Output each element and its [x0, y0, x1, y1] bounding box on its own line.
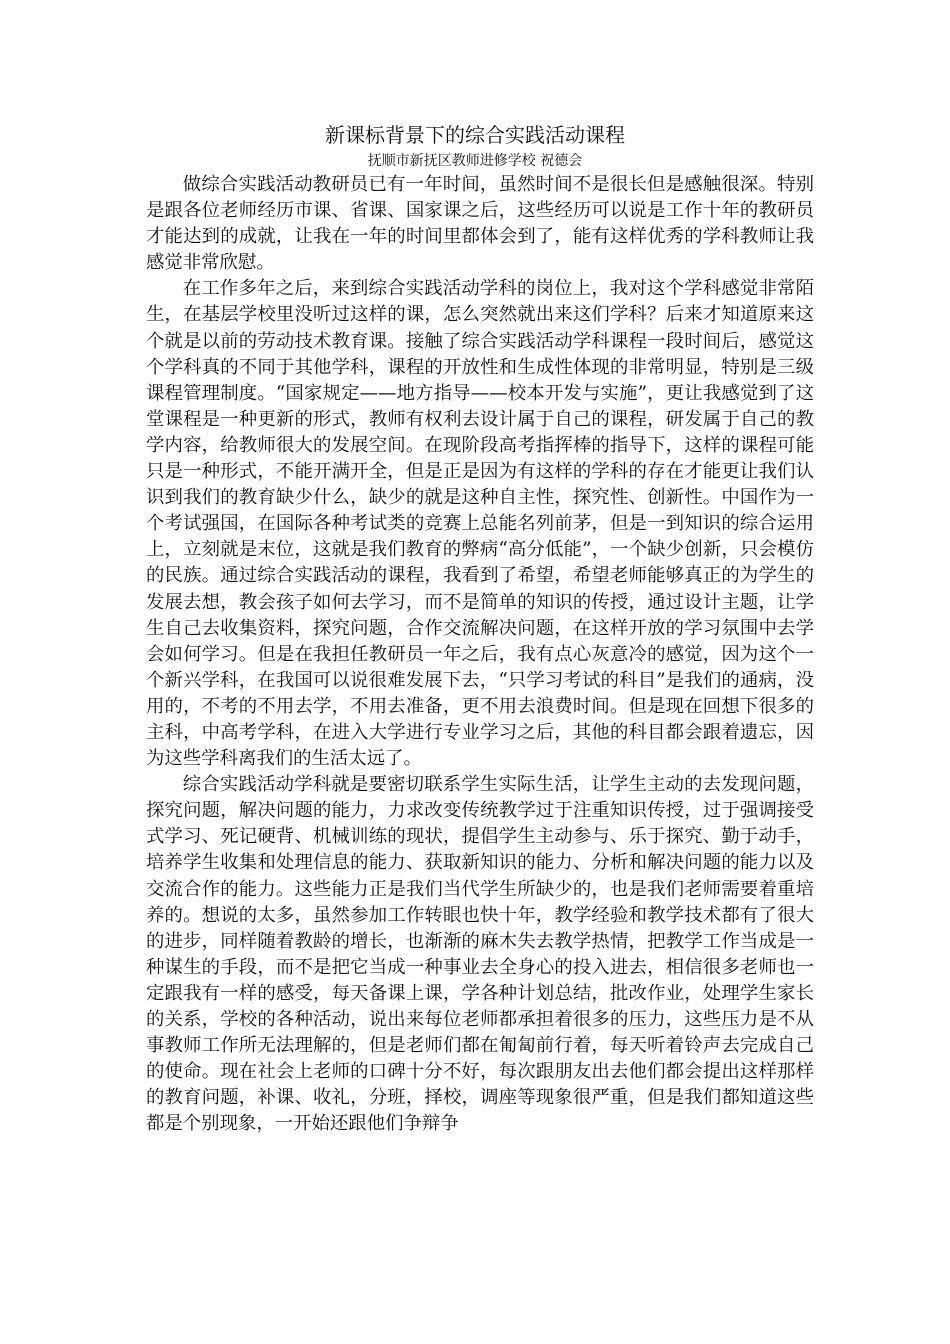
document-title: 新课标背景下的综合实践活动课程 — [325, 123, 625, 147]
body-paragraph: 综合实践活动学科就是要密切联系学生实际生活，让学生主动的去发现问题，探究问题，解决问题的能力，力求改变传统教学过于注重知识传授，过于强调接受式学习、死记硬背、机械训练的现状，提倡学生主动参与、乐于探究、勤于动手，培养学生收集和处理信息的能力、获取新知识的能力、分析和解决问题的能力以及交流合作的能力。这些能力正是我们当代学生所缺少的，也是我们老师需要着重培养的。想说的太多，虽然参加工作转眼也快十年，教学经验和教学技术都有了很大的进步，同样随着教龄的增长，也渐渐的麻木失去教学热情，把教学工作当成是一种谋生的手段，而不是把它当成一种事业去全身心的投入进去，相信很多老师也一定跟我有一样的感受，每天备课上课，学各种计划总结，批改作业，处理学生家长的关系，学校的各种活动，说出来每位老师都承担着很多的压力，这些压力是不从事教师工作所无法理解的，但是老师们都在匍匐前行着，每天听着铃声去完成自己的使命。现在社会上老师的口碑十分不好，每次跟朋友出去他们都会提出这样那样的教育问题，补课、收礼，分班，择校，调座等现象很严重，但是我们都知道这些都是个别现象，一开始还跟他们争辩争 — [146, 774, 814, 1135]
body-paragraph: 做综合实践活动教研员已有一年时间，虽然时间不是很长但是感触很深。特别是跟各位老师经历市课、省课、国家课之后，这些经历可以说是工作十年的教研员才能达到的成就，让我在一年的时间里都体会到了，能有这样优秀的学科教师让我感觉非常欣慰。 — [146, 174, 814, 274]
document-body — [146, 172, 814, 1137]
body-paragraph: 在工作多年之后，来到综合实践活动学科的岗位上，我对这个学科感觉非常陌生，在基层学校里没听过这样的课，怎么突然就出来这们学科？后来才知道原来这个就是以前的劳动技术教育课。接触了综合实践活动学科课程一段时间后，感觉这个学科真的不同于其他学科，课程的开放性和生成性体现的非常明显，特别是三级课程管理制度。“国家规定——地方指导——校本开发与实施”，更让我感觉到了这堂课程是一种更新的形式，教师有权利去设计属于自己的课程，研发属于自己的教学内容，给教师很大的发展空间。在现阶段高考指挥棒的指导下，这样的课程可能只是一种形式，不能开满开全，但是正是因为有这样的学科的存在才能更让我们认识到我们的教育缺少什么，缺少的就是这种自主性，探究性、创新性。中国作为一个考试强国，在国际各种考试类的竞赛上总能名列前茅，但是一到知识的综合运用上，立刻就是末位，这就是我们教育的弊病“高分低能”，一个缺少创新，只会模仿的民族。通过综合实践活动的课程，我看到了希望，希望老师能够真正的为学生的发展去想，教会孩子如何去学习，而不是简单的知识的传授，通过设计主题，让学生自己去收集资料，探究问题，合作交流解决问题，在这样开放的学习氛围中去学会如何学习。但是在我担任教研员一年之后，我有点心灰意冷的感觉，因为这个一个新兴学科，在我国可以说很难发展下去，“只学习考试的科目”是我们的通病，没用的，不考的不用去学，不用去准备，更不用去浪费时间。但是现在回想下很多的主科，中高考学科，在进入大学进行专业学习之后，其他的科目都会跟着遗忘，因为这些学科离我们的生活太远了。 — [146, 278, 814, 770]
document-author: 抚顺市新抚区教师进修学校 祝德会 — [367, 153, 583, 169]
